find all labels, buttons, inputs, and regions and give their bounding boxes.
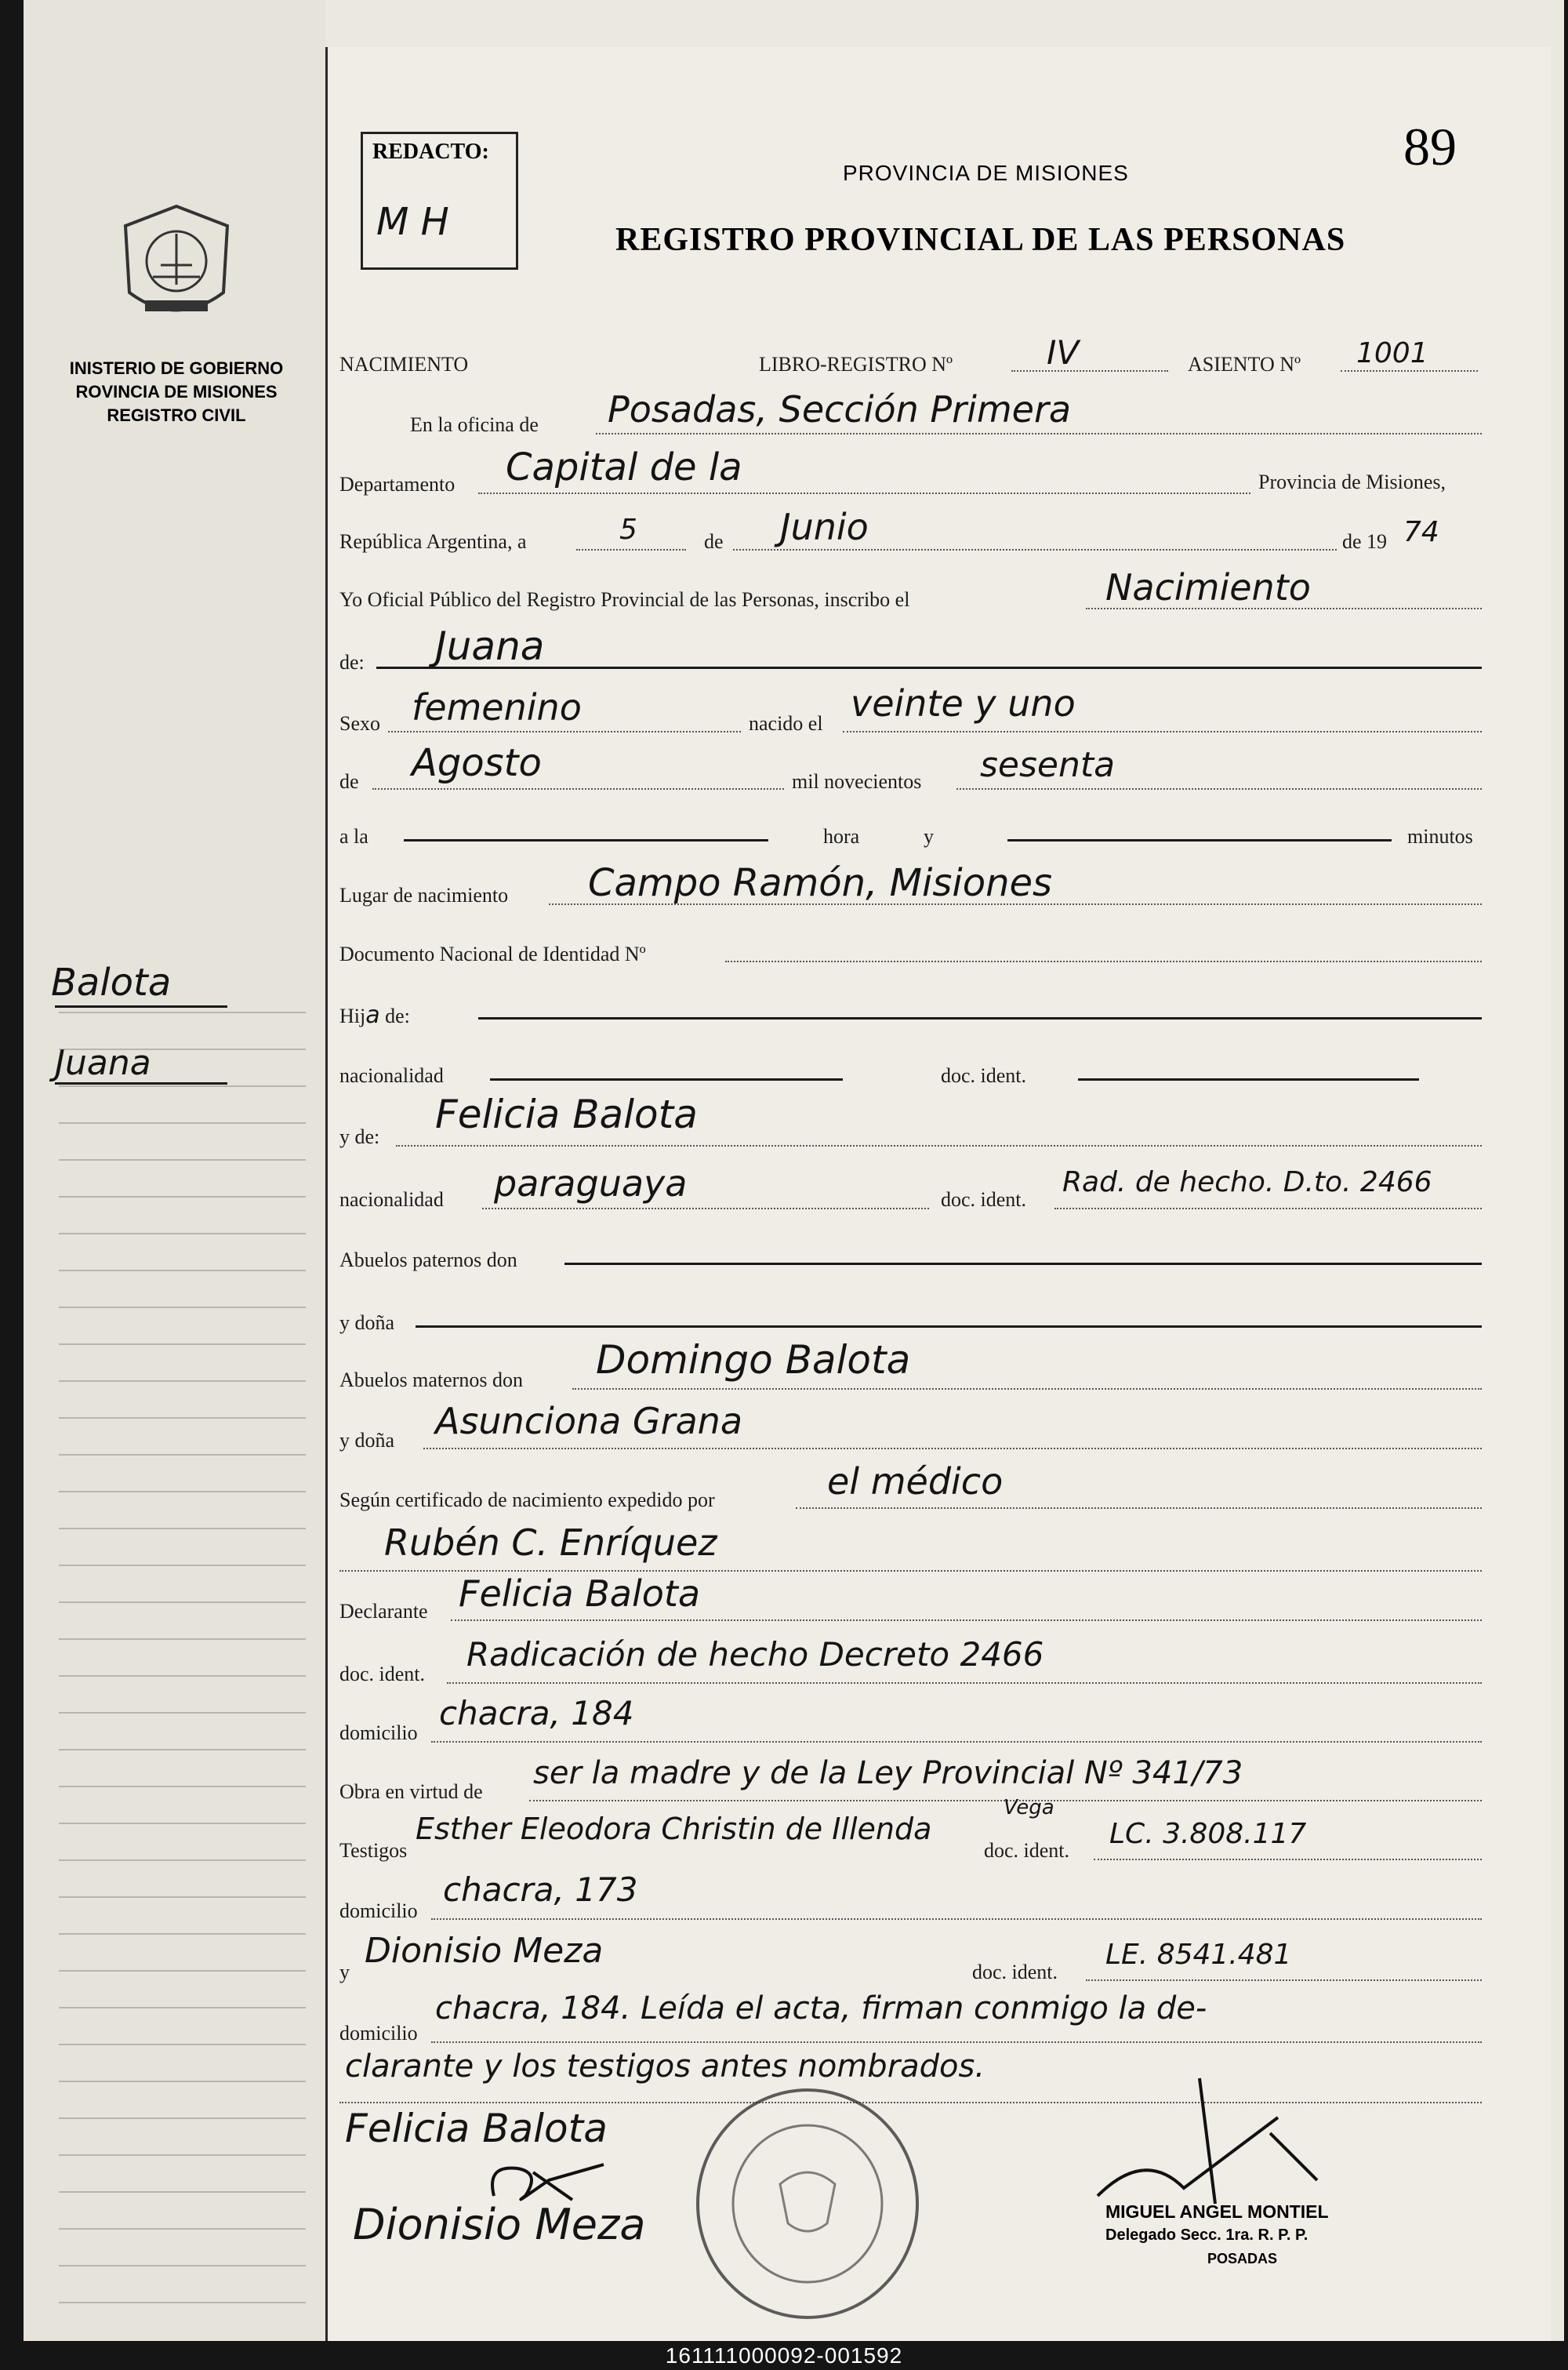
officer-place: POSADAS: [1207, 2251, 1278, 2266]
abuela-pat-line: [416, 1325, 1482, 1328]
binding-ruled-line: [59, 1233, 306, 1234]
sexo-value: femenino: [412, 686, 582, 729]
minutos-line: [1007, 839, 1392, 841]
libro-value: IV: [1047, 333, 1080, 372]
declarante-line: [451, 1619, 1482, 1621]
signature-declarante: Felicia Balota: [345, 2106, 608, 2151]
binding-ruled-line: [59, 1454, 306, 1456]
domicilio2-line: [431, 1918, 1482, 1920]
binding-strip: [24, 0, 325, 2341]
domicilio3-line: [431, 2041, 1482, 2043]
binding-ruled-line: [59, 1859, 306, 1861]
ala-label: a la: [339, 825, 368, 848]
binding-ruled-line: [59, 2044, 306, 2045]
obra-value: ser la madre y de la Ley Provincial Nº 341/73: [533, 1755, 1243, 1791]
de3-label: de: [339, 770, 359, 793]
binding-ruled-line: [59, 1528, 306, 1529]
binding-ruled-line: [59, 1638, 306, 1640]
lugar-value: Campo Ramón, Misiones: [588, 861, 1053, 905]
declarante-label: Declarante: [339, 1600, 428, 1623]
dni-label: Documento Nacional de Identidad Nº: [339, 943, 646, 965]
year-label: de 19: [1342, 530, 1388, 553]
y2-label: y: [339, 1961, 350, 1983]
libro-label: LIBRO-REGISTRO Nº: [759, 353, 953, 376]
madre-value: Felicia Balota: [435, 1092, 698, 1137]
abuela-mat-line: [423, 1448, 1482, 1449]
year-value: 74: [1403, 516, 1439, 548]
nacionalidad-label: nacionalidad: [339, 1064, 444, 1087]
margin-underline: [55, 1082, 227, 1085]
binding-ruled-line: [59, 1823, 306, 1824]
binding-ruled-line: [59, 2228, 306, 2230]
binding-ruled-line: [59, 1786, 306, 1787]
oficina-line: [596, 433, 1482, 434]
declarante-value: Felicia Balota: [459, 1572, 701, 1615]
signature-testigo: Dionisio Meza: [353, 2200, 646, 2249]
binding-ruled-line: [59, 1933, 306, 1935]
binding-ruled-line: [59, 1491, 306, 1492]
month-line: [733, 549, 1337, 551]
de-label: de: [704, 530, 724, 553]
sexo-line: [388, 731, 741, 732]
province-seal-icon: [118, 202, 235, 332]
mes-nac-line: [372, 788, 784, 790]
republica-label: República Argentina, a: [339, 530, 527, 553]
abuela-mat-value: Asunciona Grana: [435, 1400, 743, 1442]
abuelo-pat-line: [564, 1263, 1482, 1265]
mil-label: mil novecientos: [792, 770, 922, 793]
domicilio-label: domicilio: [339, 1721, 418, 1744]
mes-nac-value: Agosto: [412, 741, 542, 785]
abuelos-mat-label: Abuelos maternos don: [339, 1369, 523, 1391]
binding-ruled-line: [59, 1970, 306, 1972]
ministry-line: ROVINCIA DE MISIONES: [75, 382, 278, 402]
sexo-label: Sexo: [339, 712, 380, 735]
dni-line: [725, 961, 1482, 962]
lugar-label: Lugar de nacimiento: [339, 884, 509, 907]
binding-ruled-line: [59, 1675, 306, 1677]
hora-line: [404, 839, 768, 841]
testigo2-doc-value: LE. 8541.481: [1105, 1939, 1292, 1971]
doc-decl-label: doc. ident.: [339, 1663, 426, 1685]
nacionalidad2-line: [482, 1208, 929, 1209]
binding-ruled-line: [59, 1565, 306, 1566]
departamento-line: [478, 493, 1250, 494]
doc-ident-label: doc. ident.: [941, 1064, 1027, 1087]
testigo2-value: Dionisio Meza: [365, 1931, 604, 1971]
domicilio2-label: domicilio: [339, 1899, 418, 1922]
binding-ruled-line: [59, 1270, 306, 1271]
binding-ruled-line: [59, 1712, 306, 1714]
y-label: y: [924, 825, 934, 848]
domicilio-line: [431, 1741, 1482, 1743]
abuelo-mat-line: [572, 1388, 1482, 1390]
closing-value: clarante y los testigos antes nombrados.: [345, 2048, 985, 2085]
margin-surname: Balota: [51, 961, 172, 1005]
testigo2-doc-line: [1086, 1979, 1482, 1981]
footer-id: 161111000092-001592: [0, 2341, 1568, 2370]
binding-ruled-line: [59, 1159, 306, 1161]
binding-ruled-line: [59, 2265, 306, 2266]
certificado-value: el médico: [827, 1460, 1004, 1503]
binding-ruled-line: [59, 2191, 306, 2193]
testigo1-value: Esther Eleodora Christin de Illenda: [416, 1812, 932, 1846]
nacionalidad2-value: paraguaya: [494, 1162, 688, 1205]
nombre-value: Juana: [435, 623, 545, 669]
anio-nac-line: [956, 788, 1482, 790]
asiento-line: [1341, 370, 1478, 372]
day-line: [576, 549, 686, 551]
certificado-line: [796, 1507, 1482, 1509]
binding-ruled-line: [59, 1307, 306, 1308]
binding-ruled-line: [59, 1012, 306, 1013]
oficial-text: Yo Oficial Público del Registro Provincial de las Personas, inscribo el: [339, 588, 910, 611]
redacto-initials: M H: [376, 200, 449, 244]
binding-ruled-line: [59, 2117, 306, 2119]
month-value: Junio: [780, 506, 869, 548]
page-number: 89: [1403, 117, 1457, 176]
departamento-value: Capital de la: [506, 445, 742, 489]
obra-label: Obra en virtud de: [339, 1780, 483, 1803]
officer-title: Delegado Secc. 1ra. R. P. P.: [1105, 2226, 1308, 2244]
doc-decl-line: [447, 1682, 1482, 1684]
testigo1-extra: Vega: [1004, 1796, 1054, 1819]
day-value: 5: [619, 514, 637, 546]
binding-ruled-line: [59, 1122, 306, 1124]
binding-ruled-line: [59, 2007, 306, 2008]
nacido-label: nacido el: [749, 712, 823, 735]
binding-ruled-line: [59, 2302, 306, 2303]
nacionalidad2-label: nacionalidad: [339, 1188, 444, 1211]
officer-signature-block: [1105, 2200, 1329, 2270]
hijo-line: [478, 1017, 1482, 1020]
doc-ident2-label: doc. ident.: [941, 1188, 1027, 1211]
madre-line: [396, 1145, 1482, 1147]
binding-ruled-line: [59, 1343, 306, 1345]
provincia-suffix: Provincia de Misiones,: [1258, 471, 1446, 493]
minutos-label: minutos: [1407, 825, 1473, 848]
binding-ruled-line: [59, 1196, 306, 1198]
ministry-line: REGISTRO CIVIL: [107, 405, 246, 425]
oficina-value: Posadas, Sección Primera: [608, 388, 1072, 431]
anio-nac-value: sesenta: [980, 745, 1116, 785]
redacto-label: REDACTO:: [372, 140, 489, 164]
province-heading: PROVINCIA DE MISIONES: [843, 161, 1129, 185]
acto-value: Nacimiento: [1105, 566, 1311, 609]
binding-ruled-line: [59, 1896, 306, 1898]
de2-label: de:: [339, 651, 365, 674]
signature-official-icon: [1082, 2070, 1333, 2212]
abuelos-pat-label: Abuelos paternos don: [339, 1249, 517, 1271]
binding-ruled-line: [59, 2081, 306, 2082]
domicilio2-value: chacra, 173: [443, 1870, 638, 1909]
binding-ruled-line: [59, 1601, 306, 1603]
oficina-label: En la oficina de: [410, 413, 539, 436]
testigo1-doc-value: LC. 3.808.117: [1109, 1818, 1307, 1850]
nacido-line: [843, 731, 1482, 732]
testigo1-doc-label: doc. ident.: [984, 1839, 1070, 1862]
doc-decl-value: Radicación de hecho Decreto 2466: [466, 1635, 1044, 1674]
ministry-heading: [47, 357, 306, 427]
ydona2-label: y doña: [339, 1429, 395, 1452]
yde-label: y de:: [339, 1125, 380, 1148]
margin-name: Juana: [55, 1043, 151, 1083]
departamento-label: Departamento: [339, 473, 456, 496]
domicilio3-label: domicilio: [339, 2022, 418, 2045]
registry-stamp-icon: [690, 2086, 925, 2321]
abuelo-mat-value: Domingo Balota: [596, 1337, 911, 1383]
testigos-label: Testigos: [339, 1839, 408, 1862]
libro-line: [1011, 370, 1168, 372]
medico-line: [339, 1570, 1482, 1572]
domicilio-value: chacra, 184: [439, 1694, 634, 1732]
margin-underline: [55, 1005, 227, 1008]
binding-ruled-line: [59, 1380, 306, 1382]
officer-name: MIGUEL ANGEL MONTIEL: [1105, 2201, 1329, 2222]
hora-label: hora: [823, 825, 860, 848]
hijo-label: Hija de:: [339, 1001, 410, 1029]
doc-ident-line: [1078, 1078, 1419, 1081]
binding-ruled-line: [59, 1085, 306, 1087]
nacido-value: veinte y uno: [851, 682, 1076, 725]
binding-ruled-line: [59, 2154, 306, 2156]
nacionalidad-line: [490, 1078, 843, 1081]
record-type-label: NACIMIENTO: [339, 353, 469, 376]
asiento-value: 1001: [1356, 337, 1428, 369]
testigo1-doc-line: [1094, 1859, 1482, 1860]
asiento-label: ASIENTO Nº: [1188, 353, 1301, 376]
binding-ruled-line: [59, 1749, 306, 1750]
ydona-label: y doña: [339, 1311, 395, 1334]
doc-madre-value: Rad. de hecho. D.to. 2466: [1062, 1166, 1432, 1198]
medico-value: Rubén C. Enríquez: [384, 1521, 717, 1564]
domicilio3-value: chacra, 184. Leída el acta, firman conmigo la de-: [435, 1990, 1207, 2026]
registry-title: REGISTRO PROVINCIAL DE LAS PERSONAS: [615, 222, 1346, 258]
certificado-label: Según certificado de nacimiento expedido por: [339, 1489, 715, 1511]
doc-madre-line: [1054, 1208, 1482, 1209]
binding-ruled-line: [59, 1417, 306, 1419]
ministry-line: INISTERIO DE GOBIERNO: [69, 358, 284, 378]
testigo2-doc-label: doc. ident.: [972, 1961, 1058, 1983]
